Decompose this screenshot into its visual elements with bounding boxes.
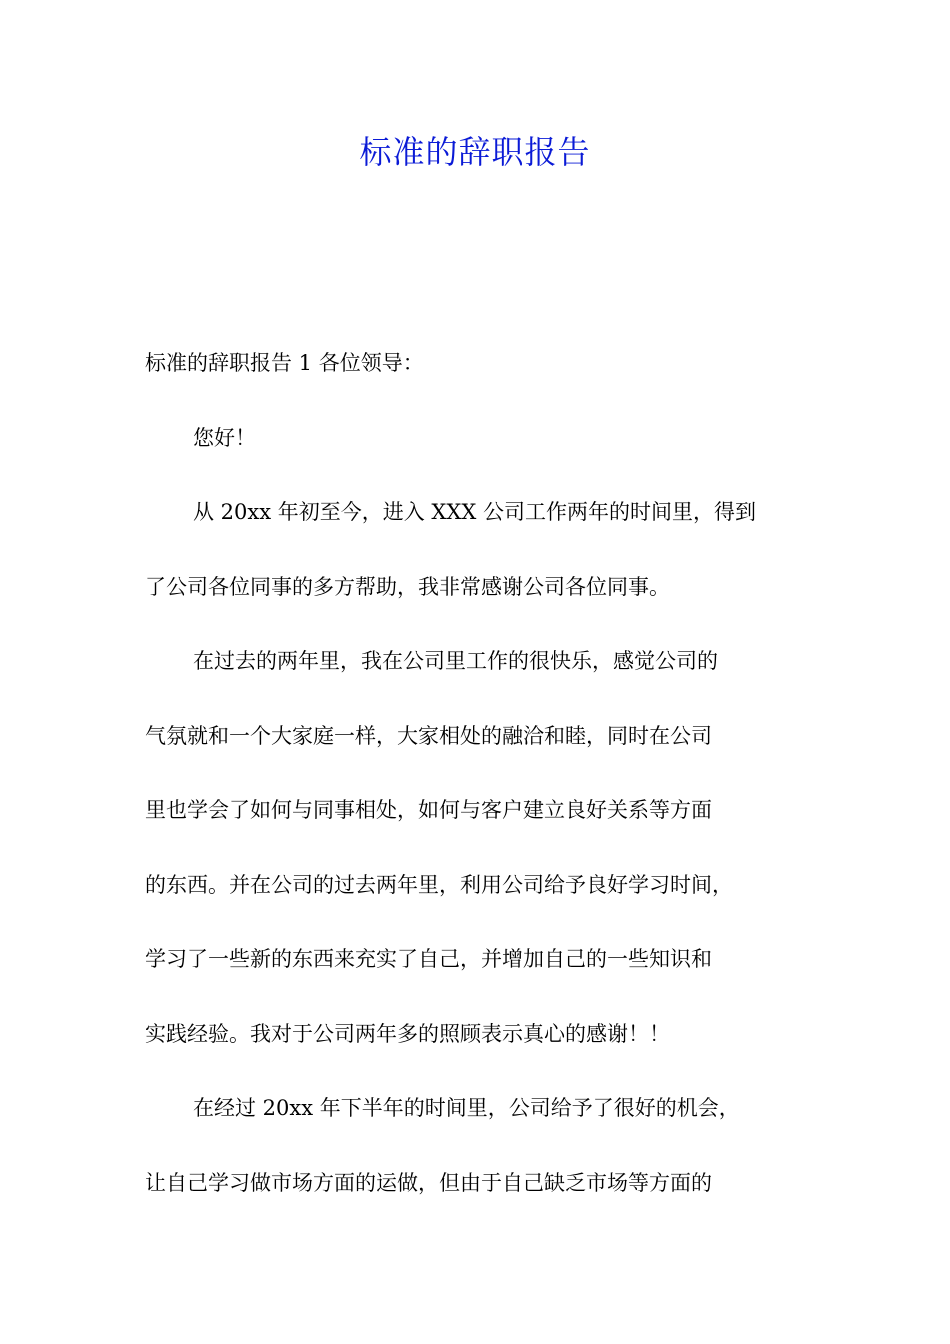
document-body	[145, 343, 825, 1237]
text-line: 从 20xx 年初至今，进入 XXX 公司工作两年的时间里，得到	[193, 500, 756, 524]
document-title: 标准的辞职报告	[359, 133, 591, 171]
text-line: 在过去的两年里，我在公司里工作的很快乐，感觉公司的	[193, 649, 718, 673]
text-line: 气氛就和一个大家庭一样，大家相处的融洽和睦，同时在公司	[145, 723, 712, 748]
text-line: 让自己学习做市场方面的运做，但由于自己缺乏市场等方面的	[145, 1170, 712, 1195]
text-line: 的东西。并在公司的过去两年里，利用公司给予良好学习时间，	[145, 872, 733, 897]
text-line: 了公司各位同事的多方帮助，我非常感谢公司各位同事。	[145, 574, 670, 599]
text-line: 里也学会了如何与同事相处，如何与客户建立良好关系等方面	[145, 798, 712, 822]
text-line: 学习了一些新的东西来充实了自己，并增加自己的一些知识和	[145, 947, 712, 971]
text-line: 您好！	[193, 425, 256, 450]
text-line: 在经过 20xx 年下半年的时间里，公司给予了很好的机会，	[193, 1096, 740, 1120]
text-line: 标准的辞职报告 1 各位领导：	[145, 351, 424, 375]
text-line: 实践经验。我对于公司两年多的照顾表示真心的感谢！！	[145, 1021, 670, 1046]
